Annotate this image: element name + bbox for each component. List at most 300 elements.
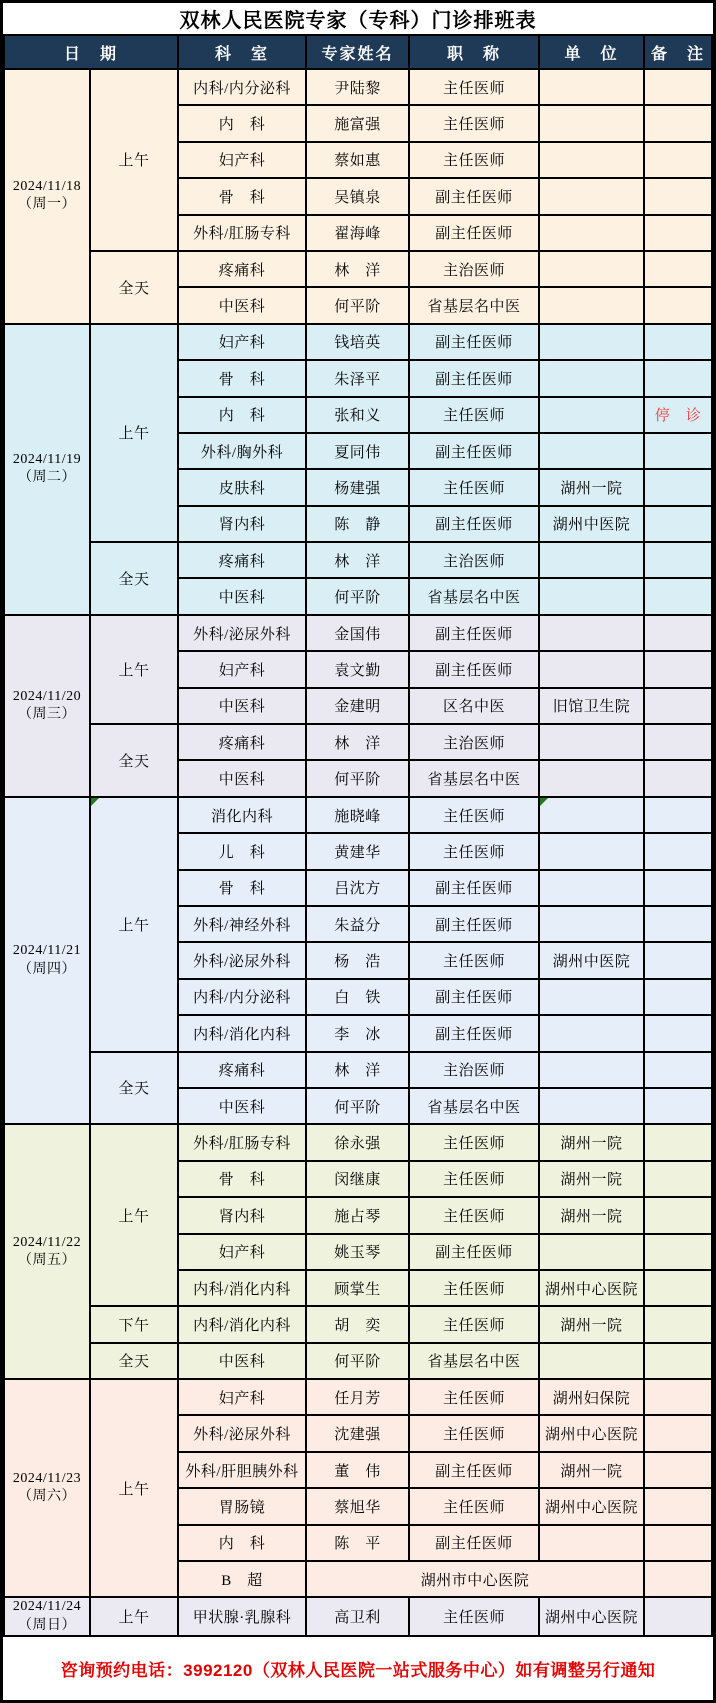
dept-cell: 外科/肝胆胰外科 — [178, 1452, 306, 1488]
unit-cell — [539, 1452, 644, 1488]
job-title-cell: 副主任医师 — [409, 979, 539, 1015]
note-cell — [644, 724, 712, 760]
note-cell — [644, 1161, 712, 1197]
doctor-name-cell: 高卫利 — [306, 1597, 409, 1635]
dept-cell: 内科/消化内科 — [178, 1270, 306, 1306]
job-title-cell: 主任医师 — [409, 397, 539, 433]
doctor-name-cell: 杨建强 — [306, 469, 409, 505]
period-label: 全天 — [118, 753, 150, 770]
job-title-cell: 副主任医师 — [409, 1015, 539, 1051]
unit-cell — [539, 870, 644, 906]
table-row — [4, 797, 712, 833]
doctor-name-cell: 朱益分 — [306, 906, 409, 942]
period-label: 上午 — [118, 426, 150, 443]
unit-cell — [539, 1161, 644, 1197]
note-cell — [644, 69, 712, 105]
dept-cell: 妇产科 — [178, 1234, 306, 1270]
note-cell — [644, 1379, 712, 1415]
dept-cell: 内科/内分泌科 — [178, 69, 306, 105]
unit-cell — [539, 688, 644, 724]
period-label: 全天 — [118, 1354, 150, 1371]
date-cell — [4, 1379, 90, 1597]
note-cell — [644, 1415, 712, 1451]
dept-cell: 妇产科 — [178, 1379, 306, 1415]
dept-cell: 疼痛科 — [178, 251, 306, 287]
unit-cell — [539, 724, 644, 760]
table-row — [4, 615, 712, 651]
dept-cell: 内科/内分泌科 — [178, 979, 306, 1015]
job-title-cell: 副主任医师 — [409, 906, 539, 942]
note-cell — [644, 797, 712, 833]
doctor-name-cell: 何平阶 — [306, 1088, 409, 1124]
doctor-name-cell: 蔡如惠 — [306, 142, 409, 178]
doctor-name-cell: 施占琴 — [306, 1197, 409, 1233]
header-cell-job-title: 职 称 — [409, 35, 539, 69]
unit-label: 湖州一院 — [560, 1136, 623, 1153]
period-cell — [90, 797, 178, 1052]
doctor-name-cell: 钱培英 — [306, 324, 409, 360]
note-cell — [644, 1015, 712, 1051]
doctor-name-cell: 董 伟 — [306, 1452, 409, 1488]
note-cell — [644, 324, 712, 360]
period-label: 上午 — [118, 1208, 150, 1225]
job-title-cell: 副主任医师 — [409, 215, 539, 251]
doctor-name-cell: 吕沈方 — [306, 870, 409, 906]
doctor-name-cell: 沈建强 — [306, 1415, 409, 1451]
unit-label: 湖州中心医院 — [545, 1427, 639, 1444]
unit-label: 湖州中医院 — [552, 517, 631, 534]
period-label: 上午 — [118, 662, 150, 679]
date-cell — [4, 324, 90, 615]
dept-cell: 中医科 — [178, 760, 306, 796]
job-title-cell: 主治医师 — [409, 251, 539, 287]
unit-cell — [539, 1415, 644, 1451]
weekday-text: （周日） — [18, 1617, 76, 1633]
job-title-cell: 省基层名中医 — [409, 287, 539, 323]
period-cell — [90, 1124, 178, 1306]
unit-label: 湖州妇保院 — [552, 1390, 631, 1407]
dept-cell: 肾内科 — [178, 1197, 306, 1233]
doctor-name-cell: 闵继康 — [306, 1161, 409, 1197]
dept-cell: 外科/泌尿外科 — [178, 615, 306, 651]
unit-cell — [539, 178, 644, 214]
note-cell — [644, 833, 712, 869]
unit-cell — [539, 506, 644, 542]
table-row — [4, 542, 712, 578]
note-cell — [644, 688, 712, 724]
note-cell — [644, 542, 712, 578]
doctor-name-cell: 徐永强 — [306, 1124, 409, 1160]
doctor-name-cell: 何平阶 — [306, 1343, 409, 1379]
weekday-text: （周五） — [18, 1252, 76, 1268]
dept-cell: 骨 科 — [178, 1161, 306, 1197]
job-title-cell: 主任医师 — [409, 1197, 539, 1233]
job-title-cell: 副主任医师 — [409, 506, 539, 542]
dept-cell: 消化内科 — [178, 797, 306, 833]
note-cell — [644, 1234, 712, 1270]
job-title-cell: 主任医师 — [409, 797, 539, 833]
dept-cell: 外科/神经外科 — [178, 906, 306, 942]
job-title-cell: 主任医师 — [409, 1597, 539, 1635]
period-cell — [90, 1306, 178, 1342]
period-label: 全天 — [118, 1081, 150, 1098]
job-title-cell: 主任医师 — [409, 1415, 539, 1451]
note-cell — [644, 1343, 712, 1379]
doctor-name-cell: 施富强 — [306, 105, 409, 141]
doctor-name-cell: 尹陆黎 — [306, 69, 409, 105]
unit-label: 湖州一院 — [560, 480, 623, 497]
table-row — [4, 1343, 712, 1379]
job-title-cell: 主治医师 — [409, 1052, 539, 1088]
job-title-cell: 副主任医师 — [409, 1525, 539, 1561]
doctor-name-cell: 施晓峰 — [306, 797, 409, 833]
doctor-name-cell: 何平阶 — [306, 287, 409, 323]
comment-marker-icon — [91, 798, 99, 806]
date-text: 2024/11/19 — [12, 452, 82, 468]
dept-cell: 肾内科 — [178, 506, 306, 542]
unit-cell — [539, 215, 644, 251]
dept-cell: 中医科 — [178, 688, 306, 724]
unit-cell — [539, 142, 644, 178]
unit-label: 旧馆卫生院 — [552, 699, 631, 716]
dept-cell: 疼痛科 — [178, 724, 306, 760]
note-cell — [644, 760, 712, 796]
note-cell — [644, 942, 712, 978]
note-cell — [644, 651, 712, 687]
weekday-text: （周六） — [18, 1489, 76, 1505]
doctor-name-cell: 杨 浩 — [306, 942, 409, 978]
note-cell — [644, 979, 712, 1015]
table-row — [4, 1124, 712, 1160]
schedule-table-body — [4, 69, 712, 1636]
dept-cell: 外科/肛肠专科 — [178, 1124, 306, 1160]
job-title-cell: 主任医师 — [409, 1124, 539, 1160]
doctor-name-cell: 林 洋 — [306, 724, 409, 760]
unit-cell — [539, 1234, 644, 1270]
dept-cell: B 超 — [178, 1561, 306, 1597]
comment-marker-icon — [540, 798, 548, 806]
unit-cell — [539, 942, 644, 978]
job-title-cell: 主治医师 — [409, 724, 539, 760]
unit-label: 湖州中心医院 — [545, 1610, 639, 1627]
note-cell — [644, 1270, 712, 1306]
doctor-name-cell: 任月芳 — [306, 1379, 409, 1415]
unit-cell — [539, 105, 644, 141]
job-title-cell: 副主任医师 — [409, 870, 539, 906]
doctor-name-cell: 何平阶 — [306, 578, 409, 614]
unit-label: 湖州中心医院 — [545, 1281, 639, 1298]
unit-label: 湖州中医院 — [552, 954, 631, 971]
period-cell — [90, 542, 178, 615]
note-cell: 停 诊 — [644, 397, 712, 433]
dept-cell: 妇产科 — [178, 142, 306, 178]
date-cell — [4, 1597, 90, 1635]
period-label: 上午 — [118, 153, 150, 170]
note-cell — [644, 287, 712, 323]
page-title: 双林人民医院专家（专科）门诊排班表 — [179, 10, 537, 32]
dept-cell: 骨 科 — [178, 178, 306, 214]
job-title-cell: 主任医师 — [409, 142, 539, 178]
dept-cell: 中医科 — [178, 1343, 306, 1379]
table-row — [4, 1306, 712, 1342]
unit-cell — [539, 251, 644, 287]
doctor-name-cell: 胡 奕 — [306, 1306, 409, 1342]
table-row — [4, 1597, 712, 1635]
dept-cell: 内科/消化内科 — [178, 1015, 306, 1051]
note-cell — [644, 105, 712, 141]
header-cell-date: 日 期 — [4, 35, 178, 69]
job-title-cell: 副主任医师 — [409, 433, 539, 469]
unit-cell — [539, 906, 644, 942]
table-row — [4, 324, 712, 360]
note-cell — [644, 1088, 712, 1124]
note-cell — [644, 178, 712, 214]
merged-unit-cell: 湖州市中心医院 — [306, 1561, 644, 1597]
period-cell — [90, 1052, 178, 1125]
period-cell — [90, 69, 178, 251]
dept-cell: 骨 科 — [178, 870, 306, 906]
date-text: 2024/11/22 — [12, 1234, 82, 1250]
date-text: 2024/11/24 — [12, 1599, 82, 1615]
job-title-cell: 主任医师 — [409, 1379, 539, 1415]
job-title-cell: 副主任医师 — [409, 324, 539, 360]
unit-cell — [539, 397, 644, 433]
unit-cell — [539, 615, 644, 651]
doctor-name-cell: 李 冰 — [306, 1015, 409, 1051]
unit-label: 湖州一院 — [560, 1172, 623, 1189]
note-cell — [644, 1306, 712, 1342]
unit-cell — [539, 833, 644, 869]
header-cell-unit: 单 位 — [539, 35, 644, 69]
job-title-cell: 省基层名中医 — [409, 760, 539, 796]
period-cell — [90, 251, 178, 324]
job-title-cell: 副主任医师 — [409, 651, 539, 687]
period-label: 下午 — [118, 1317, 150, 1334]
dept-cell: 胃肠镜 — [178, 1488, 306, 1524]
note-cell — [644, 870, 712, 906]
note-cell — [644, 1561, 712, 1597]
period-cell — [90, 324, 178, 542]
job-title-cell: 主任医师 — [409, 1161, 539, 1197]
unit-cell — [539, 324, 644, 360]
date-cell — [4, 797, 90, 1125]
date-cell — [4, 615, 90, 797]
period-label: 上午 — [118, 1610, 150, 1627]
period-label: 上午 — [118, 1481, 150, 1498]
unit-label: 湖州一院 — [560, 1317, 623, 1334]
unit-cell — [539, 1270, 644, 1306]
doctor-name-cell: 姚玉琴 — [306, 1234, 409, 1270]
dept-cell: 外科/泌尿外科 — [178, 942, 306, 978]
job-title-cell: 省基层名中医 — [409, 1343, 539, 1379]
unit-cell — [539, 651, 644, 687]
weekday-text: （周一） — [18, 197, 76, 213]
note-cell — [644, 1452, 712, 1488]
note-cell — [644, 215, 712, 251]
job-title-cell: 区名中医 — [409, 688, 539, 724]
unit-cell — [539, 287, 644, 323]
unit-cell — [539, 1306, 644, 1342]
dept-cell: 疼痛科 — [178, 1052, 306, 1088]
job-title-cell: 副主任医师 — [409, 1452, 539, 1488]
doctor-name-cell: 袁文勤 — [306, 651, 409, 687]
dept-cell: 疼痛科 — [178, 542, 306, 578]
date-text: 2024/11/21 — [12, 943, 82, 959]
header-cell-name: 专家姓名 — [306, 35, 409, 69]
note-cell — [644, 1488, 712, 1524]
dept-cell: 骨 科 — [178, 360, 306, 396]
period-label: 全天 — [118, 571, 150, 588]
job-title-cell: 副主任医师 — [409, 178, 539, 214]
period-cell — [90, 1343, 178, 1379]
header-cell-note: 备 注 — [644, 35, 712, 69]
note-cell — [644, 1597, 712, 1635]
dept-cell: 内 科 — [178, 397, 306, 433]
unit-cell — [539, 979, 644, 1015]
job-title-cell: 主任医师 — [409, 1488, 539, 1524]
doctor-name-cell: 张和义 — [306, 397, 409, 433]
dept-cell: 内 科 — [178, 1525, 306, 1561]
dept-cell: 中医科 — [178, 1088, 306, 1124]
doctor-name-cell: 林 洋 — [306, 542, 409, 578]
dept-cell: 妇产科 — [178, 324, 306, 360]
unit-cell — [539, 1488, 644, 1524]
unit-cell — [539, 433, 644, 469]
dept-cell: 皮肤科 — [178, 469, 306, 505]
unit-cell — [539, 542, 644, 578]
job-title-cell: 主任医师 — [409, 833, 539, 869]
job-title-cell: 副主任医师 — [409, 1234, 539, 1270]
period-cell — [90, 615, 178, 724]
doctor-name-cell: 林 洋 — [306, 251, 409, 287]
note-cell — [644, 506, 712, 542]
unit-cell — [539, 1197, 644, 1233]
table-row — [4, 69, 712, 105]
doctor-name-cell: 吴镇泉 — [306, 178, 409, 214]
period-label: 上午 — [118, 917, 150, 934]
note-cell — [644, 251, 712, 287]
date-cell — [4, 1124, 90, 1379]
dept-cell: 外科/肛肠专科 — [178, 215, 306, 251]
weekday-text: （周三） — [18, 706, 76, 722]
job-title-cell: 主任医师 — [409, 105, 539, 141]
job-title-cell: 主治医师 — [409, 542, 539, 578]
note-cell — [644, 142, 712, 178]
unit-cell — [539, 360, 644, 396]
period-cell — [90, 1379, 178, 1597]
weekday-text: （周二） — [18, 470, 76, 486]
doctor-name-cell: 金国伟 — [306, 615, 409, 651]
job-title-cell: 副主任医师 — [409, 360, 539, 396]
unit-label: 湖州一院 — [560, 1208, 623, 1225]
unit-cell — [539, 1088, 644, 1124]
job-title-cell: 省基层名中医 — [409, 1088, 539, 1124]
unit-cell — [539, 1379, 644, 1415]
doctor-name-cell: 何平阶 — [306, 760, 409, 796]
table-row — [4, 1379, 712, 1415]
unit-cell — [539, 760, 644, 796]
job-title-cell: 副主任医师 — [409, 615, 539, 651]
dept-cell: 外科/泌尿外科 — [178, 1415, 306, 1451]
footer-notice: 咨询预约电话：3992120（双林人民医院一站式服务中心）如有调整另行通知 — [60, 1660, 656, 1680]
dept-cell: 甲状腺·乳腺科 — [178, 1597, 306, 1635]
note-cell — [644, 906, 712, 942]
period-cell — [90, 724, 178, 797]
note-cell — [644, 433, 712, 469]
unit-cell — [539, 1597, 644, 1635]
date-text: 2024/11/18 — [12, 179, 82, 195]
doctor-name-cell: 夏同伟 — [306, 433, 409, 469]
doctor-name-cell: 金建明 — [306, 688, 409, 724]
table-row — [4, 251, 712, 287]
dept-cell: 内科/消化内科 — [178, 1306, 306, 1342]
note-cell — [644, 1052, 712, 1088]
job-title-cell: 主任医师 — [409, 942, 539, 978]
unit-cell — [539, 1015, 644, 1051]
doctor-name-cell: 陈 平 — [306, 1525, 409, 1561]
unit-cell — [539, 1343, 644, 1379]
doctor-name-cell: 陈 静 — [306, 506, 409, 542]
date-cell — [4, 69, 90, 324]
period-cell — [90, 1597, 178, 1635]
note-cell — [644, 615, 712, 651]
job-title-cell: 主任医师 — [409, 69, 539, 105]
job-title-cell: 主任医师 — [409, 469, 539, 505]
dept-cell: 内 科 — [178, 105, 306, 141]
note-cell — [644, 1124, 712, 1160]
unit-cell — [539, 797, 644, 833]
unit-cell — [539, 1525, 644, 1561]
date-text: 2024/11/20 — [12, 688, 82, 704]
job-title-cell: 省基层名中医 — [409, 578, 539, 614]
doctor-name-cell: 白 铁 — [306, 979, 409, 1015]
dept-cell: 外科/胸外科 — [178, 433, 306, 469]
table-row — [4, 1052, 712, 1088]
unit-cell — [539, 578, 644, 614]
note-cell — [644, 578, 712, 614]
doctor-name-cell: 林 洋 — [306, 1052, 409, 1088]
weekday-text: （周四） — [18, 961, 76, 977]
note-cell — [644, 1525, 712, 1561]
note-cell — [644, 360, 712, 396]
unit-label: 湖州一院 — [560, 1463, 623, 1480]
unit-label: 湖州中心医院 — [545, 1499, 639, 1516]
header-cell-dept: 科 室 — [178, 35, 306, 69]
note-cell — [644, 1197, 712, 1233]
job-title-cell: 主任医师 — [409, 1306, 539, 1342]
doctor-name-cell: 顾掌生 — [306, 1270, 409, 1306]
dept-cell: 中医科 — [178, 578, 306, 614]
doctor-name-cell: 翟海峰 — [306, 215, 409, 251]
unit-cell — [539, 1052, 644, 1088]
dept-cell: 中医科 — [178, 287, 306, 323]
doctor-name-cell: 蔡旭华 — [306, 1488, 409, 1524]
schedule-table — [3, 34, 713, 1637]
unit-cell — [539, 69, 644, 105]
period-label: 全天 — [118, 280, 150, 297]
unit-cell — [539, 469, 644, 505]
dept-cell: 儿 科 — [178, 833, 306, 869]
note-cell — [644, 469, 712, 505]
dept-cell: 妇产科 — [178, 651, 306, 687]
header-row — [4, 35, 712, 69]
unit-cell — [539, 1124, 644, 1160]
job-title-cell: 主任医师 — [409, 1270, 539, 1306]
date-text: 2024/11/23 — [12, 1471, 82, 1487]
doctor-name-cell: 黄建华 — [306, 833, 409, 869]
doctor-name-cell: 朱泽平 — [306, 360, 409, 396]
table-row — [4, 724, 712, 760]
